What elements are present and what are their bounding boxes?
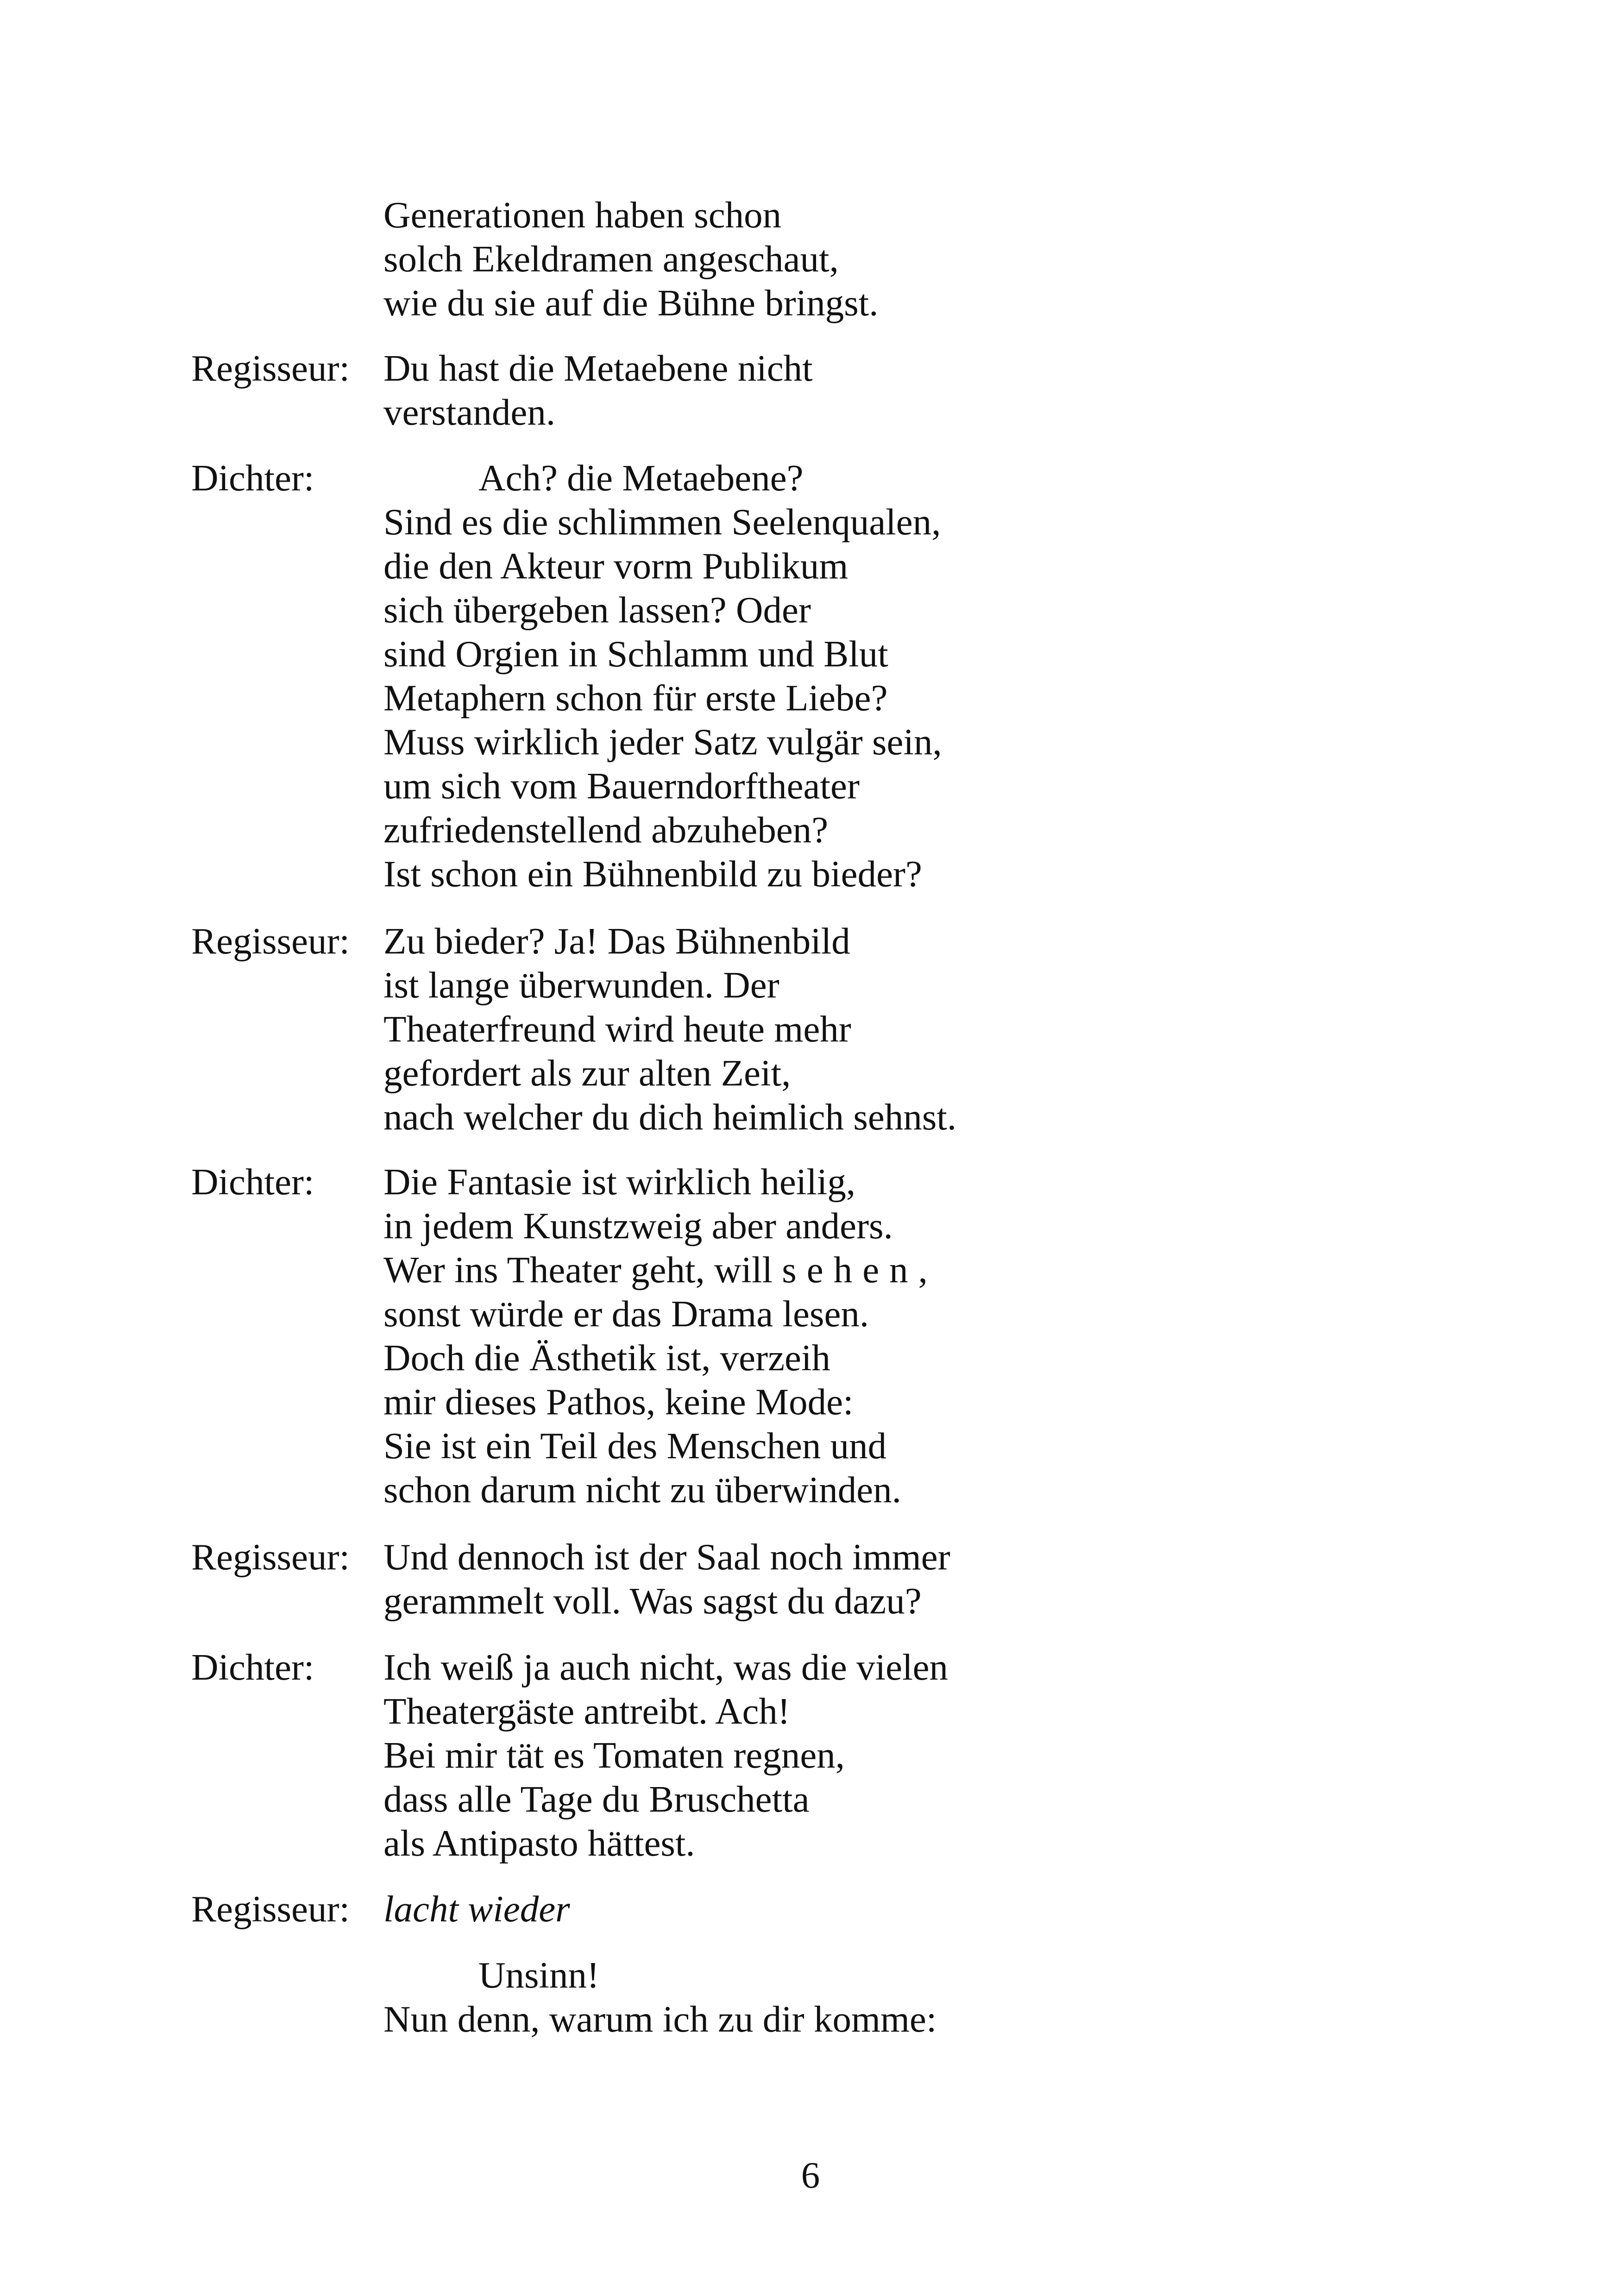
dialogue-line: Ich weiß ja auch nicht, was die vielen bbox=[383, 1646, 949, 1688]
speaker-name: Dichter: bbox=[191, 1161, 314, 1203]
dialogue-lines bbox=[383, 346, 813, 434]
dialogue-line: zufriedenstellend abzuheben? bbox=[383, 809, 829, 851]
dialogue-line: nach welcher du dich heimlich sehnst. bbox=[383, 1096, 957, 1138]
dialogue-lines bbox=[383, 1953, 936, 2041]
speaker-name: Dichter: bbox=[191, 457, 314, 499]
dialogue-line: die den Akteur vorm Publikum bbox=[383, 545, 848, 587]
dialogue-line: sich übergeben lassen? Oder bbox=[383, 589, 811, 631]
dialogue-line: gerammelt voll. Was sagst du dazu? bbox=[383, 1580, 922, 1622]
dialogue-line: Bei mir tät es Tomaten regnen, bbox=[383, 1734, 845, 1776]
dialogue-line: um sich vom Bauerndorftheater bbox=[383, 765, 860, 807]
dialogue-line: Zu bieder? Ja! Das Bühnenbild bbox=[383, 920, 850, 962]
stage-direction: lacht wieder bbox=[383, 1888, 570, 1930]
dialogue-line: Du hast die Metaebene nicht bbox=[383, 347, 813, 389]
speaker-name: Regisseur: bbox=[191, 1536, 350, 1578]
dialogue-line: Ach? die Metaebene? bbox=[478, 457, 804, 499]
dialogue-line: Sind es die schlimmen Seelenqualen, bbox=[383, 501, 941, 543]
dialogue-lines bbox=[383, 193, 879, 325]
dialogue-line: Ist schon ein Bühnenbild zu bieder? bbox=[383, 853, 922, 895]
emphasized-word: sehen, bbox=[782, 1249, 938, 1291]
dialogue-line: in jedem Kunstzweig aber anders. bbox=[383, 1205, 893, 1247]
dialogue-line: wie du sie auf die Bühne bringst. bbox=[383, 282, 879, 324]
dialogue-line: mir dieses Pathos, keine Mode: bbox=[383, 1381, 854, 1423]
dialogue-line: schon darum nicht zu überwinden. bbox=[383, 1469, 901, 1511]
dialogue-lines bbox=[383, 456, 942, 896]
dialogue-lines bbox=[383, 1535, 950, 1623]
dialogue-line: dass alle Tage du Bruschetta bbox=[383, 1778, 810, 1820]
dialogue-line: sind Orgien in Schlamm und Blut bbox=[383, 633, 888, 675]
dialogue-line: Theaterfreund wird heute mehr bbox=[383, 1008, 851, 1050]
page-number: 6 bbox=[801, 2154, 820, 2196]
dialogue-line: Die Fantasie ist wirklich heilig, bbox=[383, 1161, 856, 1203]
dialogue-line: ist lange überwunden. Der bbox=[383, 964, 779, 1006]
dialogue-lines bbox=[383, 919, 956, 1139]
dialogue-line: gefordert als zur alten Zeit, bbox=[383, 1052, 791, 1094]
dialogue-line: Muss wirklich jeder Satz vulgär sein, bbox=[383, 721, 942, 763]
dialogue-line: Sie ist ein Teil des Menschen und bbox=[383, 1425, 887, 1467]
dialogue-lines bbox=[383, 1645, 948, 1865]
speaker-name: Regisseur: bbox=[191, 347, 350, 389]
dialogue-line: als Antipasto hättest. bbox=[383, 1822, 695, 1864]
dialogue-line: Nun denn, warum ich zu dir komme: bbox=[383, 1998, 937, 2040]
speaker-name: Dichter: bbox=[191, 1646, 314, 1688]
speaker-name: Regisseur: bbox=[191, 920, 350, 962]
dialogue-line: solch Ekeldramen angeschaut, bbox=[383, 238, 839, 280]
dialogue-line bbox=[383, 1248, 938, 1292]
dialogue-line: sonst würde er das Drama lesen. bbox=[383, 1293, 869, 1335]
dialogue-line: verstanden. bbox=[383, 391, 556, 433]
dialogue-line: Unsinn! bbox=[478, 1954, 599, 1996]
line-text: Wer ins Theater geht, will bbox=[383, 1249, 782, 1291]
dialogue-line: Und dennoch ist der Saal noch immer bbox=[383, 1536, 950, 1578]
dialogue-lines bbox=[383, 1160, 938, 1512]
dialogue-line: Theatergäste antreibt. Ach! bbox=[383, 1690, 790, 1732]
dialogue-lines bbox=[383, 1887, 570, 1931]
dialogue-line: Metaphern schon für erste Liebe? bbox=[383, 677, 888, 719]
dialogue-line: Doch die Ästhetik ist, verzeih bbox=[383, 1337, 830, 1379]
speaker-name: Regisseur: bbox=[191, 1888, 350, 1930]
dialogue-line: Generationen haben schon bbox=[383, 194, 782, 236]
